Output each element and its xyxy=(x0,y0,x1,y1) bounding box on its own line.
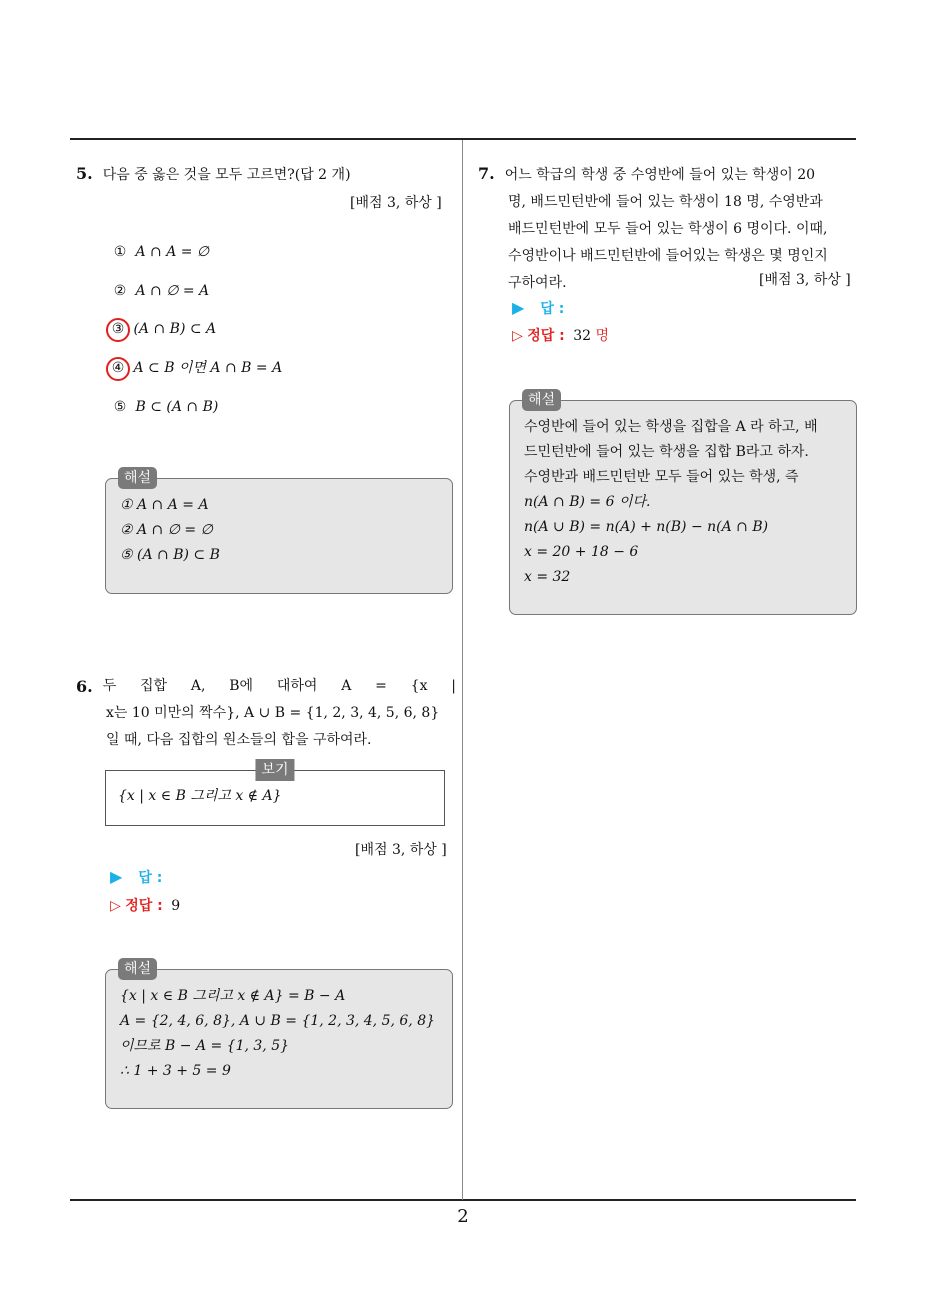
solution-line: ② A ∩ ∅ = ∅ xyxy=(120,522,213,538)
q5-number: 5. xyxy=(76,164,93,183)
choice-text: (A ∩ B) ⊂ A xyxy=(133,321,217,337)
correct-unit: 명 xyxy=(595,328,610,344)
q6-bogi-box xyxy=(105,762,445,826)
choice-text: A ∩ A = ∅ xyxy=(135,244,210,260)
q7-line: 수영반이나 배드민턴반에 들어있는 학생은 몇 명인지 xyxy=(508,248,828,264)
solution-tag: 해설 xyxy=(522,389,561,411)
top-rule xyxy=(70,138,856,140)
q5-choice-5[interactable] xyxy=(109,396,218,418)
q5-choice-1[interactable] xyxy=(109,241,209,263)
q6-line2: x는 10 미만의 짝수}, A ∪ B = {1, 2, 3, 4, 5, 6, 8} xyxy=(106,705,440,721)
q5-score: [배점 3, 하상 ] xyxy=(350,195,442,211)
correct-label: 정답 : xyxy=(125,898,163,914)
solution-line: ① A ∩ A = A xyxy=(120,497,209,513)
q7-line: 구하여라. xyxy=(508,275,567,291)
correct-label: 정답 : xyxy=(527,328,565,344)
solution-line: ∴ 1 + 3 + 5 = 9 xyxy=(120,1063,231,1079)
answer-label: 답 : xyxy=(540,301,565,317)
solution-line: ⑤ (A ∩ B) ⊂ B xyxy=(120,547,220,563)
q7-number: 7. xyxy=(478,164,495,183)
solution-line: 이므로 B − A = {1, 3, 5} xyxy=(120,1038,290,1054)
solution-line: 수영반에 들어 있는 학생을 집합을 A 라 하고, 배 xyxy=(524,419,818,435)
q5-solution-box xyxy=(105,470,453,594)
solution-line: {x | x ∈ B 그리고 x ∉ A} = B − A xyxy=(120,988,346,1004)
outline-triangle-icon: ▷ xyxy=(512,328,523,344)
q7-line: 명, 배드민턴반에 들어 있는 학생이 18 명, 수영반과 xyxy=(508,194,823,210)
solution-line: x = 20 + 18 − 6 xyxy=(524,544,639,560)
bogi-text: {x | x ∈ B 그리고 x ∉ A} xyxy=(118,788,282,804)
choice-text: A ∩ ∅ = A xyxy=(135,283,210,299)
q5-stem xyxy=(76,160,351,189)
q7-correct-row xyxy=(512,325,609,345)
q7-solution-box xyxy=(509,392,857,615)
solution-line: n(A ∪ B) = n(A) + n(B) − n(A ∩ B) xyxy=(524,519,769,535)
q7-line1-row xyxy=(478,160,862,189)
q6-answer-row[interactable] xyxy=(110,867,162,887)
page-number: 2 xyxy=(457,1206,469,1227)
choice-number: ⑤ xyxy=(113,399,127,415)
solution-line: x = 32 xyxy=(524,569,571,585)
solution-tag: 해설 xyxy=(118,958,157,980)
correct-value: 32 xyxy=(573,328,592,344)
solution-line: 수영반과 배드민턴반 모두 들어 있는 학생, 즉 xyxy=(524,469,799,485)
play-triangle-icon: ▶ xyxy=(512,298,525,317)
solution-line: A = {2, 4, 6, 8}, A ∪ B = {1, 2, 3, 4, 5, 6, 8} xyxy=(120,1013,436,1029)
q6-line3: 일 때, 다음 집합의 원소들의 합을 구하여라. xyxy=(106,732,372,748)
correct-value: 9 xyxy=(171,898,181,914)
q7-line: 어느 학급의 학생 중 수영반에 들어 있는 학생이 20 xyxy=(504,167,816,183)
choice-number-selected: ③ xyxy=(106,318,130,342)
q7-line: 배드민턴반에 모두 들어 있는 학생이 6 명이다. 이때, xyxy=(508,221,828,237)
q6-line1: 두 집합 A, B에 대하여 A = {x | xyxy=(102,678,456,694)
choice-number-selected: ④ xyxy=(106,357,130,381)
choice-text: B ⊂ (A ∩ B) xyxy=(135,399,219,415)
play-triangle-icon: ▶ xyxy=(110,867,123,886)
q7-score: [배점 3, 하상 ] xyxy=(759,272,851,288)
q6-line1-row xyxy=(76,673,456,700)
q6-solution-box xyxy=(105,961,453,1109)
q6-number: 6. xyxy=(76,677,93,696)
choice-number: ② xyxy=(113,283,127,299)
q5-choice-2[interactable] xyxy=(109,280,209,302)
solution-tag: 해설 xyxy=(118,467,157,489)
column-separator xyxy=(462,140,463,1200)
outline-triangle-icon: ▷ xyxy=(110,898,121,914)
bottom-rule xyxy=(70,1199,856,1201)
solution-line: 드민턴반에 들어 있는 학생을 집합 B라고 하자. xyxy=(524,444,809,460)
choice-text: A ⊂ B 이면 A ∩ B = A xyxy=(133,360,283,376)
q6-score: [배점 3, 하상 ] xyxy=(355,842,447,858)
q5-choice-3[interactable] xyxy=(109,318,216,340)
answer-label: 답 : xyxy=(138,870,163,886)
q5-choice-4[interactable] xyxy=(109,357,282,379)
q5-text: 다음 중 옳은 것을 모두 고르면?(답 2 개) xyxy=(102,167,351,183)
solution-line: n(A ∩ B) = 6 이다. xyxy=(524,494,651,510)
bogi-tag: 보기 xyxy=(255,759,294,781)
q7-answer-row[interactable] xyxy=(512,298,564,318)
q6-correct-row xyxy=(110,895,180,915)
q6-stem xyxy=(76,673,456,754)
choice-number: ① xyxy=(113,244,127,260)
